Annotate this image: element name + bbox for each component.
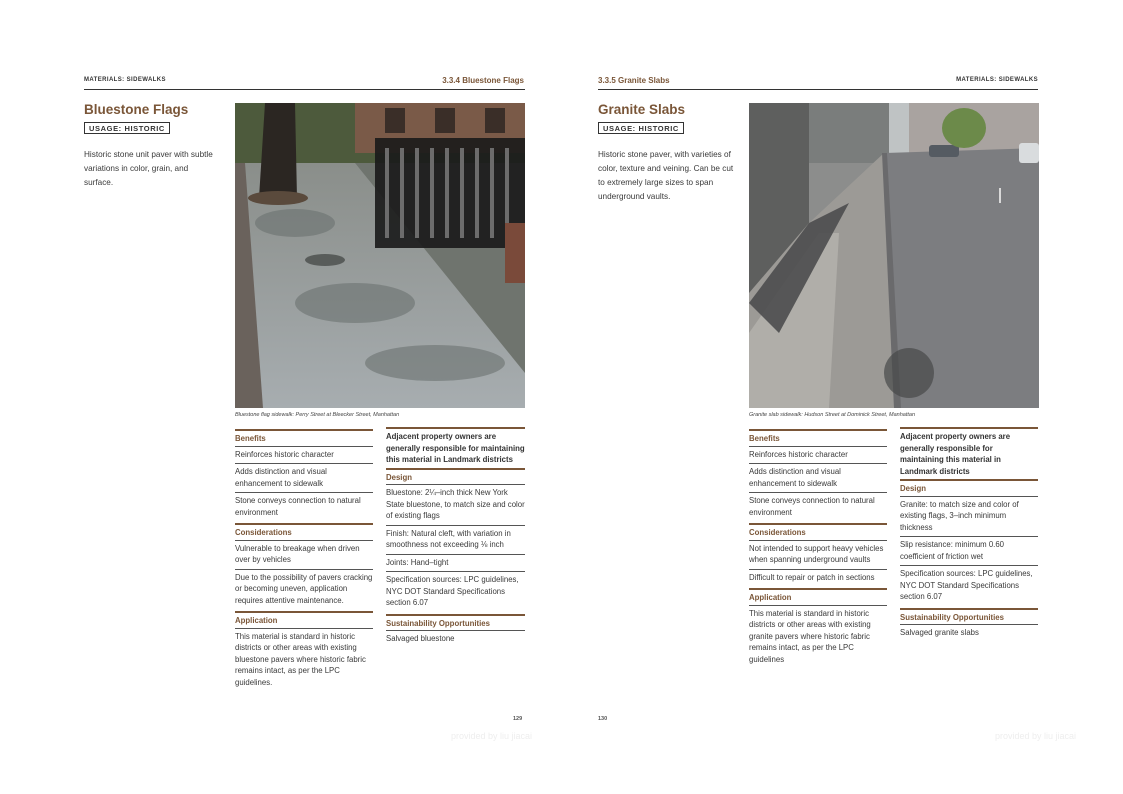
list-item: This material is standard in historic districts or other areas with existing granite pavers where historic fabric remains intact, as per the LPC guidelines — [749, 605, 887, 669]
heading-application: Application — [749, 588, 887, 604]
list-item: Finish: Natural cleft, with variation in smoothness not exceeding ⅛ inch — [386, 525, 525, 554]
header-rule-right — [598, 89, 1038, 90]
running-head-left: MATERIALS: SIDEWALKS — [84, 77, 166, 83]
maintenance-note: Adjacent property owners are generally responsible for maintaining this material in Landmark districts — [386, 427, 525, 466]
info-column-right-1 — [749, 427, 887, 668]
section-number-left: 3.3.4 Bluestone Flags — [442, 76, 524, 85]
list-item: Stone conveys connection to natural environment — [235, 492, 373, 521]
heading-sustainability: Sustainability Opportunities — [900, 608, 1038, 624]
running-head-right: MATERIALS: SIDEWALKS — [956, 77, 1038, 83]
header-rule-left — [84, 89, 525, 90]
page-title-right: Granite Slabs — [598, 102, 686, 117]
list-item: Adds distinction and visual enhancement to sidewalk — [235, 463, 373, 492]
granite-sidewalk-image — [749, 103, 1039, 408]
heading-benefits: Benefits — [749, 429, 887, 445]
heading-considerations: Considerations — [235, 523, 373, 539]
list-item: Stone conveys connection to natural environment — [749, 492, 887, 521]
intro-text-right: Historic stone paver, with varieties of color, texture and veining. Can be cut to extremely large sizes to span underground vaults. — [598, 150, 734, 201]
page-number-left: 129 — [513, 716, 523, 722]
info-column-left-2 — [386, 427, 525, 648]
bluestone-sidewalk-image — [235, 103, 525, 408]
list-item: Specification sources: LPC guidelines, NYC DOT Standard Specifications section 6.07 — [386, 571, 525, 612]
intro-text-left: Historic stone unit paver with subtle variations in color, grain, and surface. — [84, 150, 213, 187]
watermark-right: provided by liu jiacai — [995, 731, 1077, 741]
watermark-left: provided by liu jiacai — [451, 731, 533, 741]
heading-design: Design — [386, 468, 525, 484]
heading-design: Design — [900, 479, 1038, 495]
heading-application: Application — [235, 611, 373, 627]
heading-benefits: Benefits — [235, 429, 373, 445]
usage-badge-right: USAGE: HISTORIC — [598, 122, 684, 134]
page-number-right: 130 — [598, 716, 608, 722]
granite-photo — [749, 103, 1039, 408]
list-item: Adds distinction and visual enhancement to sidewalk — [749, 463, 887, 492]
list-item: Reinforces historic character — [235, 446, 373, 464]
info-column-right-2 — [900, 427, 1038, 642]
heading-sustainability: Sustainability Opportunities — [386, 614, 525, 630]
page-title-left: Bluestone Flags — [84, 102, 189, 117]
list-item: Reinforces historic character — [749, 446, 887, 464]
list-item: Granite: to match size and color of existing flags, 3–inch minimum thickness — [900, 496, 1038, 537]
heading-considerations: Considerations — [749, 523, 887, 539]
list-item: Difficult to repair or patch in sections — [749, 569, 887, 587]
list-item: Specification sources: LPC guidelines, NYC DOT Standard Specifications section 6.07 — [900, 565, 1038, 606]
info-column-left-1 — [235, 427, 373, 691]
list-item: Vulnerable to breakage when driven over by vehicles — [235, 540, 373, 569]
maintenance-note: Adjacent property owners are generally responsible for maintaining this material in Landmark districts — [900, 427, 1038, 477]
list-item: Not intended to support heavy vehicles when spanning underground vaults — [749, 540, 887, 569]
list-item: Salvaged bluestone — [386, 630, 525, 648]
list-item: This material is standard in historic districts or other areas with existing bluestone pavers where historic fabric remains intact, as per the LPC guidelines. — [235, 628, 373, 692]
usage-badge-left: USAGE: HISTORIC — [84, 122, 170, 134]
list-item: Bluestone: 2¼–inch thick New York State bluestone, to match size and color of existing flags — [386, 484, 525, 525]
section-number-right: 3.3.5 Granite Slabs — [598, 76, 670, 85]
list-item: Due to the possibility of pavers cracking or becoming uneven, application requires attentive maintenance. — [235, 569, 373, 610]
list-item: Salvaged granite slabs — [900, 624, 1038, 642]
photo-caption-right: Granite slab sidewalk: Hudson Street at Dominick Street, Manhattan — [749, 412, 915, 418]
list-item: Joints: Hand–tight — [386, 554, 525, 572]
list-item: Slip resistance: minimum 0.60 coefficient of friction wet — [900, 536, 1038, 565]
photo-caption-left: Bluestone flag sidewalk: Perry Street at Bleecker Street, Manhattan — [235, 412, 400, 418]
bluestone-photo — [235, 103, 525, 408]
